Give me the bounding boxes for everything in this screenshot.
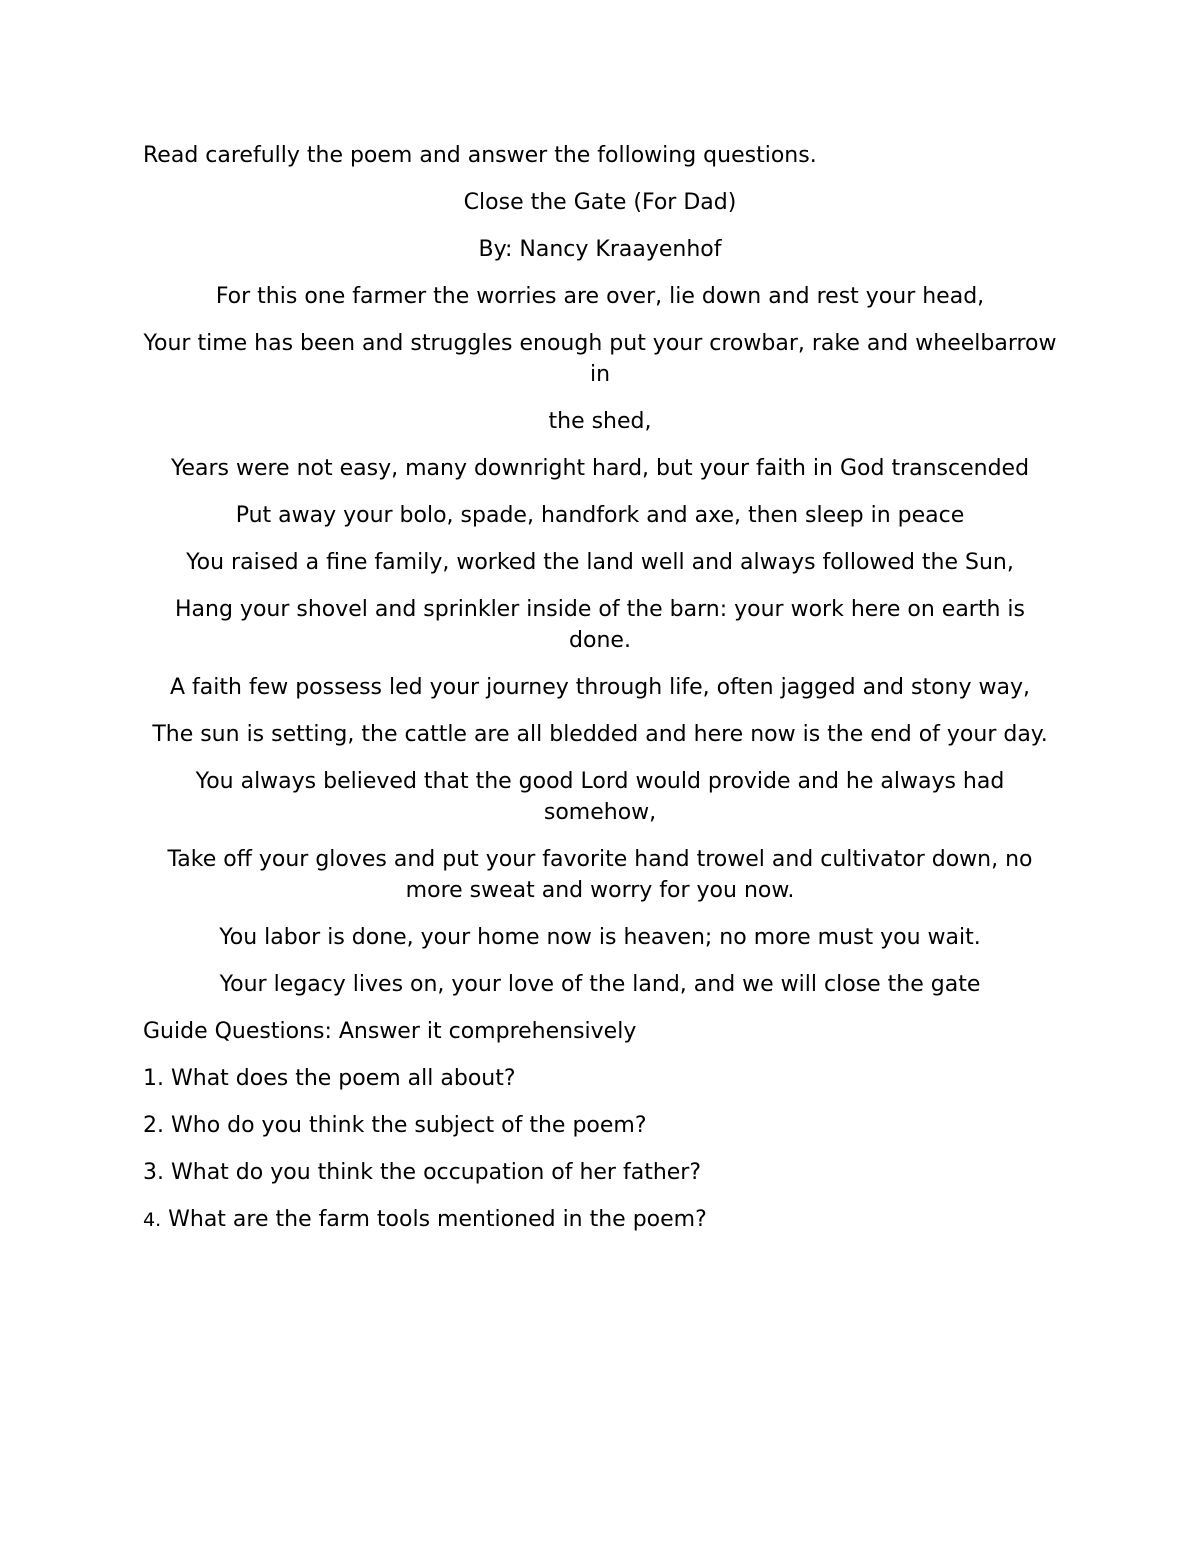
instructions-text: Read carefully the poem and answer the following questions.	[143, 143, 817, 168]
poem-line: You always believed that the good Lord would provide and he always had somehow,	[195, 769, 1005, 825]
poem-line: Hang your shovel and sprinkler inside of the barn: your work here on earth is done.	[175, 597, 1025, 653]
poem-line: Put away your bolo, spade, handfork and axe, then sleep in peace	[235, 503, 965, 528]
question-number: 2.	[143, 1113, 164, 1138]
guide-question-1	[143, 1063, 1057, 1094]
poem-line: For this one farmer the worries are over, lie down and rest your head,	[215, 284, 985, 309]
poem-line: You labor is done, your home now is heaven; no more must you wait.	[219, 925, 981, 950]
poem-title: Close the Gate (For Dad)	[463, 190, 737, 215]
poem-line: Take off your gloves and put your favorite hand trowel and cultivator down, no more sweat and worry for you now.	[167, 847, 1033, 903]
poem-line: Your time has been and struggles enough put your crowbar, rake and wheelbarrow in	[143, 331, 1057, 387]
question-text: What are the farm tools mentioned in the poem?	[161, 1207, 707, 1232]
guide-question-3	[143, 1157, 1057, 1188]
question-text: What do you think the occupation of her father?	[164, 1160, 702, 1185]
question-number: 3.	[143, 1160, 164, 1185]
question-number: 4.	[143, 1209, 162, 1231]
poem-line: Years were not easy, many downright hard, but your faith in God transcended	[170, 456, 1030, 481]
guide-heading: Guide Questions: Answer it comprehensively	[143, 1019, 637, 1044]
question-number: 1.	[143, 1066, 164, 1091]
poem-line: A faith few possess led your journey through life, often jagged and stony way,	[170, 675, 1030, 700]
poem-line: You raised a fine family, worked the land well and always followed the Sun,	[186, 550, 1014, 575]
guide-question-2	[143, 1110, 1057, 1141]
poem-line: Your legacy lives on, your love of the land, and we will close the gate	[219, 972, 981, 997]
poem-line: the shed,	[548, 409, 652, 434]
question-text: What does the poem all about?	[164, 1066, 516, 1091]
poem-line: The sun is setting, the cattle are all bledded and here now is the end of your day.	[152, 722, 1048, 747]
guide-question-4	[143, 1204, 1057, 1236]
poem-author: By: Nancy Kraayenhof	[478, 237, 722, 262]
question-text: Who do you think the subject of the poem?	[164, 1113, 647, 1138]
document-body	[143, 140, 1057, 1252]
